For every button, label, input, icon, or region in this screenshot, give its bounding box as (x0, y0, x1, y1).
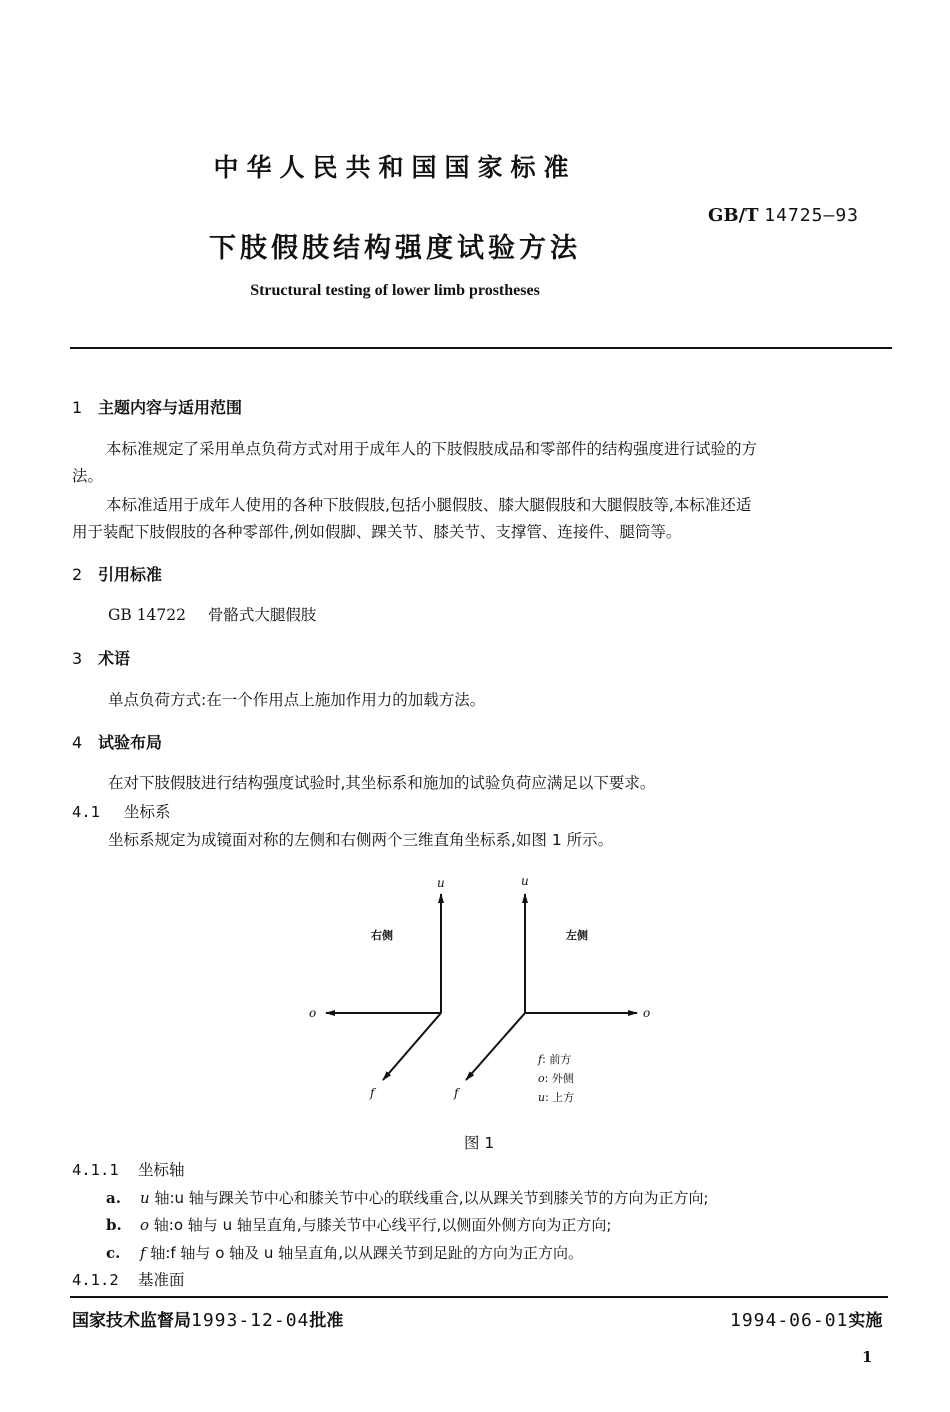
subsection-number: 4.1.1 (72, 1161, 119, 1179)
axis-symbol: o (140, 1216, 150, 1234)
axis-item-f (106, 1242, 583, 1263)
subsection-title: 坐标系 (124, 803, 171, 821)
legend-item (538, 1069, 574, 1088)
right-f-axis (383, 1013, 441, 1080)
approval-org: 国家技术监督局 (72, 1311, 191, 1331)
approval-date: 1993-12-04 (191, 1310, 310, 1331)
s1-para2-line2: 用于装配下肢假肢的各种零部件,例如假脚、踝关节、膝关节、支撑管、连接件、腿筒等。 (72, 523, 682, 541)
standard-category-heading: 中华人民共和国国家标准 (213, 153, 577, 182)
figure-caption: 图 1 (464, 1134, 495, 1152)
s3-definition: 单点负荷方式:在一个作用点上施加作用力的加载方法。 (108, 691, 486, 709)
left-f-axis (466, 1013, 525, 1080)
axis-item-u (106, 1187, 709, 1208)
item-marker: b. (106, 1216, 122, 1234)
left-side-label: 左侧 (566, 929, 588, 942)
axis-symbol: u (140, 1189, 150, 1207)
right-u-label: u (437, 876, 445, 890)
approval-line (72, 1306, 343, 1331)
footer-divider (70, 1296, 888, 1298)
legend-text: : 前方 (542, 1053, 572, 1066)
section-number: 1 (72, 398, 83, 417)
axis-symbol: f (140, 1244, 146, 1262)
item-marker: a. (106, 1189, 121, 1207)
standard-code: GB/T (708, 205, 759, 226)
item-text: 轴:u 轴与踝关节中心和膝关节中心的联线重合,以从踝关节到膝关节的方向为正方向; (149, 1189, 709, 1207)
right-side-label: 右侧 (371, 929, 393, 942)
legend-item (538, 1088, 574, 1107)
s1-para1-line2: 法。 (72, 467, 104, 485)
section-number: 4 (72, 733, 83, 752)
left-u-label: u (521, 874, 529, 888)
subsection-number: 4.1.2 (72, 1271, 119, 1289)
subsection-4-1-1-heading (72, 1158, 185, 1180)
standard-serial: 14725—93 (764, 205, 859, 226)
left-f-label: f (454, 1086, 459, 1100)
implementation-date: 1994-06-01 (730, 1310, 849, 1331)
right-f-label: f (370, 1086, 375, 1100)
implementation-word: 实施 (848, 1311, 883, 1331)
subsection-title: 基准面 (138, 1271, 185, 1289)
section-title: 试验布局 (98, 733, 163, 752)
subsection-title: 坐标轴 (138, 1161, 185, 1179)
s1-para2-line1: 本标准适用于成年人使用的各种下肢假肢,包括小腿假肢、膝大腿假肢和大腿假肢等,本标准还适 (106, 496, 752, 514)
item-text: 轴:f 轴与 o 轴及 u 轴呈直角,以从踝关节到足趾的方向为正方向。 (145, 1244, 583, 1262)
section-title: 引用标准 (98, 565, 163, 584)
s1-para1-line1: 本标准规定了采用单点负荷方式对用于成年人的下肢假肢成品和零部件的结构强度进行试验的方 (106, 440, 758, 458)
legend-text: : 上方 (545, 1091, 575, 1104)
section-number: 3 (72, 649, 83, 668)
legend-symbol: f (538, 1053, 543, 1066)
section-title: 术语 (98, 649, 131, 668)
figure-legend (538, 1050, 574, 1107)
item-text: 轴:o 轴与 u 轴呈直角,与膝关节中心线平行,以侧面外侧方向为正方向; (149, 1216, 612, 1234)
item-marker: c. (106, 1244, 121, 1262)
legend-text: : 外侧 (544, 1072, 574, 1085)
section-number: 2 (72, 565, 83, 584)
left-o-label: o (643, 1006, 651, 1020)
subsection-number: 4.1 (72, 803, 100, 821)
s4-para: 在对下肢假肢进行结构强度试验时,其坐标系和施加的试验负荷应满足以下要求。 (108, 774, 656, 792)
reference-code: GB 14722 (108, 606, 187, 624)
page-number: 1 (862, 1348, 873, 1366)
axis-item-o (106, 1214, 611, 1235)
implementation-line (730, 1306, 882, 1331)
legend-symbol: u (538, 1091, 546, 1104)
section-title: 主题内容与适用范围 (98, 398, 243, 417)
document-title-en: Structural testing of lower limb prostheses (250, 282, 540, 299)
legend-item (538, 1050, 574, 1069)
right-o-label: o (309, 1006, 317, 1020)
subsection-4-1-2-heading (72, 1268, 185, 1290)
s41-para: 坐标系规定为成镜面对称的左侧和右侧两个三维直角坐标系,如图 1 所示。 (108, 831, 614, 849)
document-title-cn: 下肢假肢结构强度试验方法 (209, 233, 581, 264)
reference-title: 骨骼式大腿假肢 (207, 606, 317, 624)
legend-symbol: o (538, 1072, 545, 1085)
approval-word: 批准 (309, 1311, 344, 1331)
